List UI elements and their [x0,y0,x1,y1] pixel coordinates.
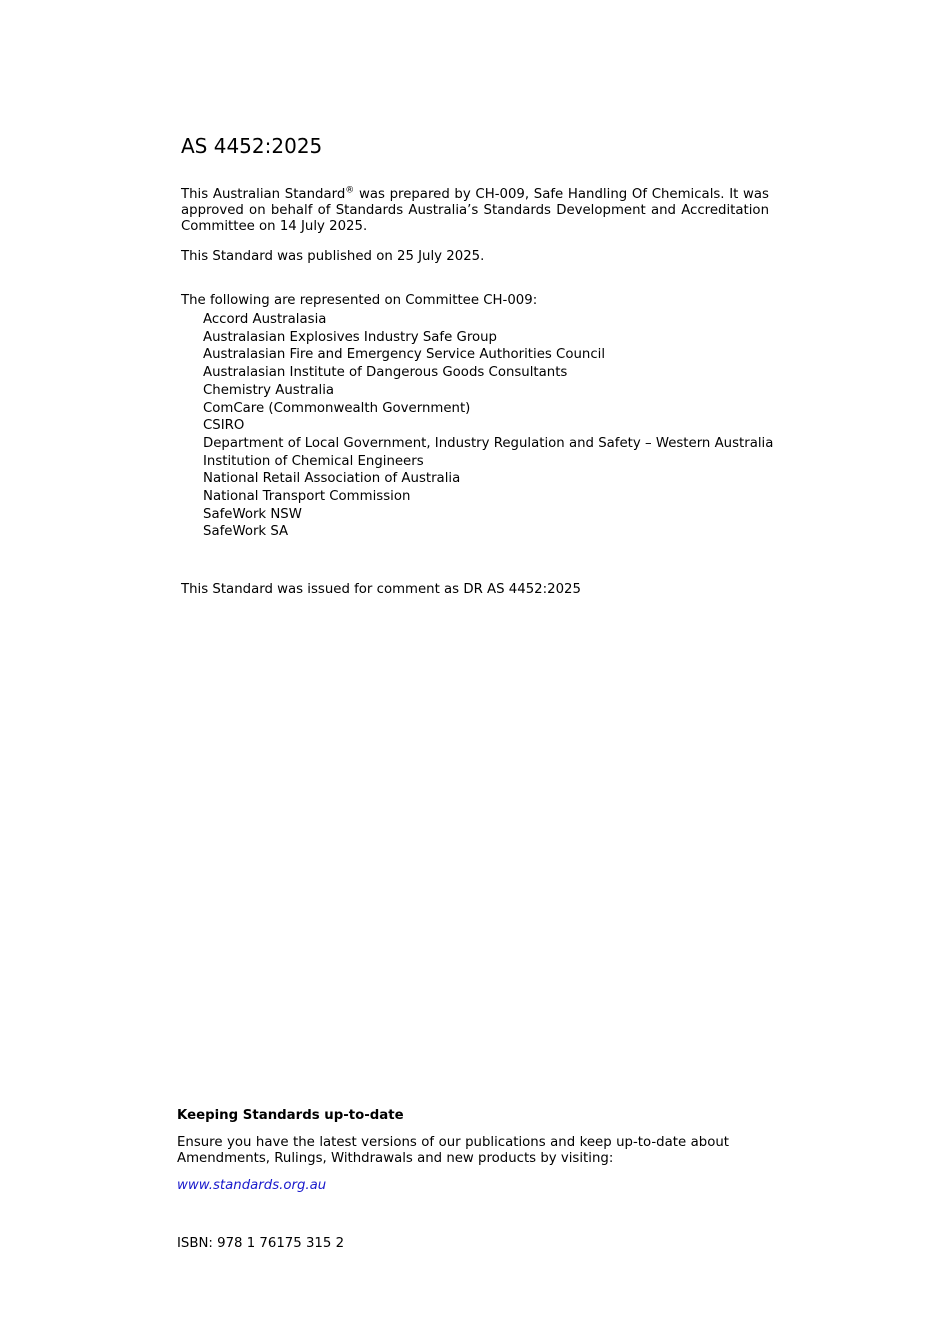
keeping-standards-text: Ensure you have the latest versions of our publications and keep up-to-date about Amendments, Rulings, Withdrawals and new products by visiting: [177,1135,729,1166]
committee-member: Australasian Explosives Industry Safe Group [203,329,497,345]
keeping-standards-heading: Keeping Standards up-to-date [177,1108,404,1123]
committee-member: ComCare (Commonwealth Government) [203,400,471,416]
preparation-text-end: was prepared by CH-009, Safe Handling Of Chemicals. It was approved on behalf of Standards Australia’s Standards Development and Accreditation Committee on 14 July 2025. [181,187,769,234]
committee-member: Chemistry Australia [203,382,335,398]
standards-website-link[interactable]: www.standards.org.au [177,1178,327,1193]
committee-member: Institution of Chemical Engineers [203,453,424,469]
document-id: AS 4452:2025 [181,134,323,158]
committee-member: National Retail Association of Australia [203,471,461,487]
committee-member: SafeWork NSW [203,506,302,522]
committee-member-list [203,311,773,541]
committee-intro: The following are represented on Committee CH-009: [181,293,538,308]
publication-date-statement: This Standard was published on 25 July 2025. [181,249,485,264]
preparation-text-start: This Australian Standard [181,187,346,202]
committee-member: National Transport Commission [203,489,411,505]
committee-member: Australasian Fire and Emergency Service Authorities Council [203,347,606,363]
committee-member: Australasian Institute of Dangerous Goods Consultants [203,365,568,381]
committee-member: Department of Local Government, Industry Regulation and Safety – Western Australia [203,435,774,451]
isbn-number: ISBN: 978 1 76175 315 2 [177,1236,345,1251]
committee-member: SafeWork SA [203,524,289,540]
preparation-statement [181,187,769,235]
committee-member: CSIRO [203,418,245,434]
comment-draft-statement: This Standard was issued for comment as DR AS 4452:2025 [181,582,581,597]
registered-mark: ® [345,185,355,196]
committee-member: Accord Australasia [203,312,327,327]
